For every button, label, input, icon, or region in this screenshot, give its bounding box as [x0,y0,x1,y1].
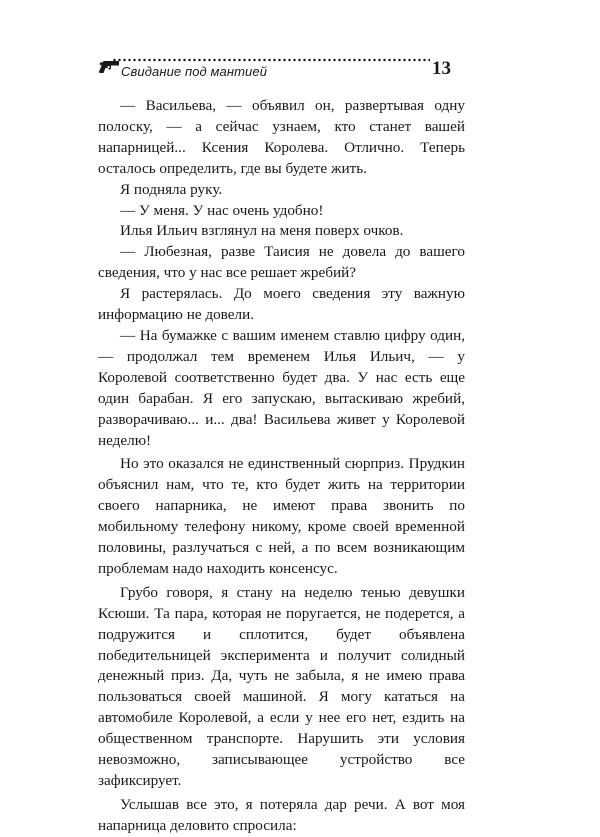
paragraph: — На бумажке с вашим именем ставлю цифру один, — продолжал тем временем Илья Ильич, — у Королевой соответственно будет два. У нас есть еще один барабан. Я его запускаю, вытаскиваю жребий, разворачиваю... и... два! Васильева живет у Королевой неделю! [98,326,465,449]
book-title: Свидание под мантией [121,64,268,79]
paragraph: Но это оказался не единственный сюрприз. Прудкин объяснил нам, что те, кто будет жить на территории своего напарника, не имеют права звонить по мобильному телефону никому, кроме своей временной половины, разлучаться с ней, а по всем возникающим проблемам надо находить консенсус. [98,455,465,577]
paragraph: Илья Ильич взглянул на меня поверх очков. [120,222,404,240]
paragraph: Я растерялась. До моего сведения эту важную информацию не довели. [98,285,465,324]
running-header [98,56,466,86]
paragraph: — У меня. У нас очень удобно! [120,201,324,219]
paragraph: Грубо говоря, я стану на неделю тенью девушки Ксюши. Та пара, которая не поругается, не подерется, а подружится и сплотится, будет объявлена победительницей эксперимента и получит солидный денежный приз. Да, чуть не забыла, я не имею права пользоваться своей машиной. Я могу кататься на автомобиле Королевой, а если у нее его нет, ездить на общественном транспорте. Нарушить эти условия невозможно, записывающее устройство все зафиксирует. [98,583,465,789]
paragraph: — Васильева, — объявил он, развертывая одну полоску, — а сейчас узнаем, кто станет вашей напарницей... Ксения Королева. Отлично. Теперь осталось определить, где вы будете жить. [98,97,465,177]
paragraph: — Любезная, разве Таисия не довела до вашего сведения, что у нас все решает жребий? [98,243,465,282]
paragraph: Я подняла руку. [120,180,223,198]
paragraph: Услышав все это, я потеряла дар речи. А вот моя напарница деловито спросила: [98,795,465,834]
dotted-rule [112,58,430,62]
page-body [98,96,465,837]
revolver-icon [98,60,120,74]
page-number: 13 [432,58,451,79]
